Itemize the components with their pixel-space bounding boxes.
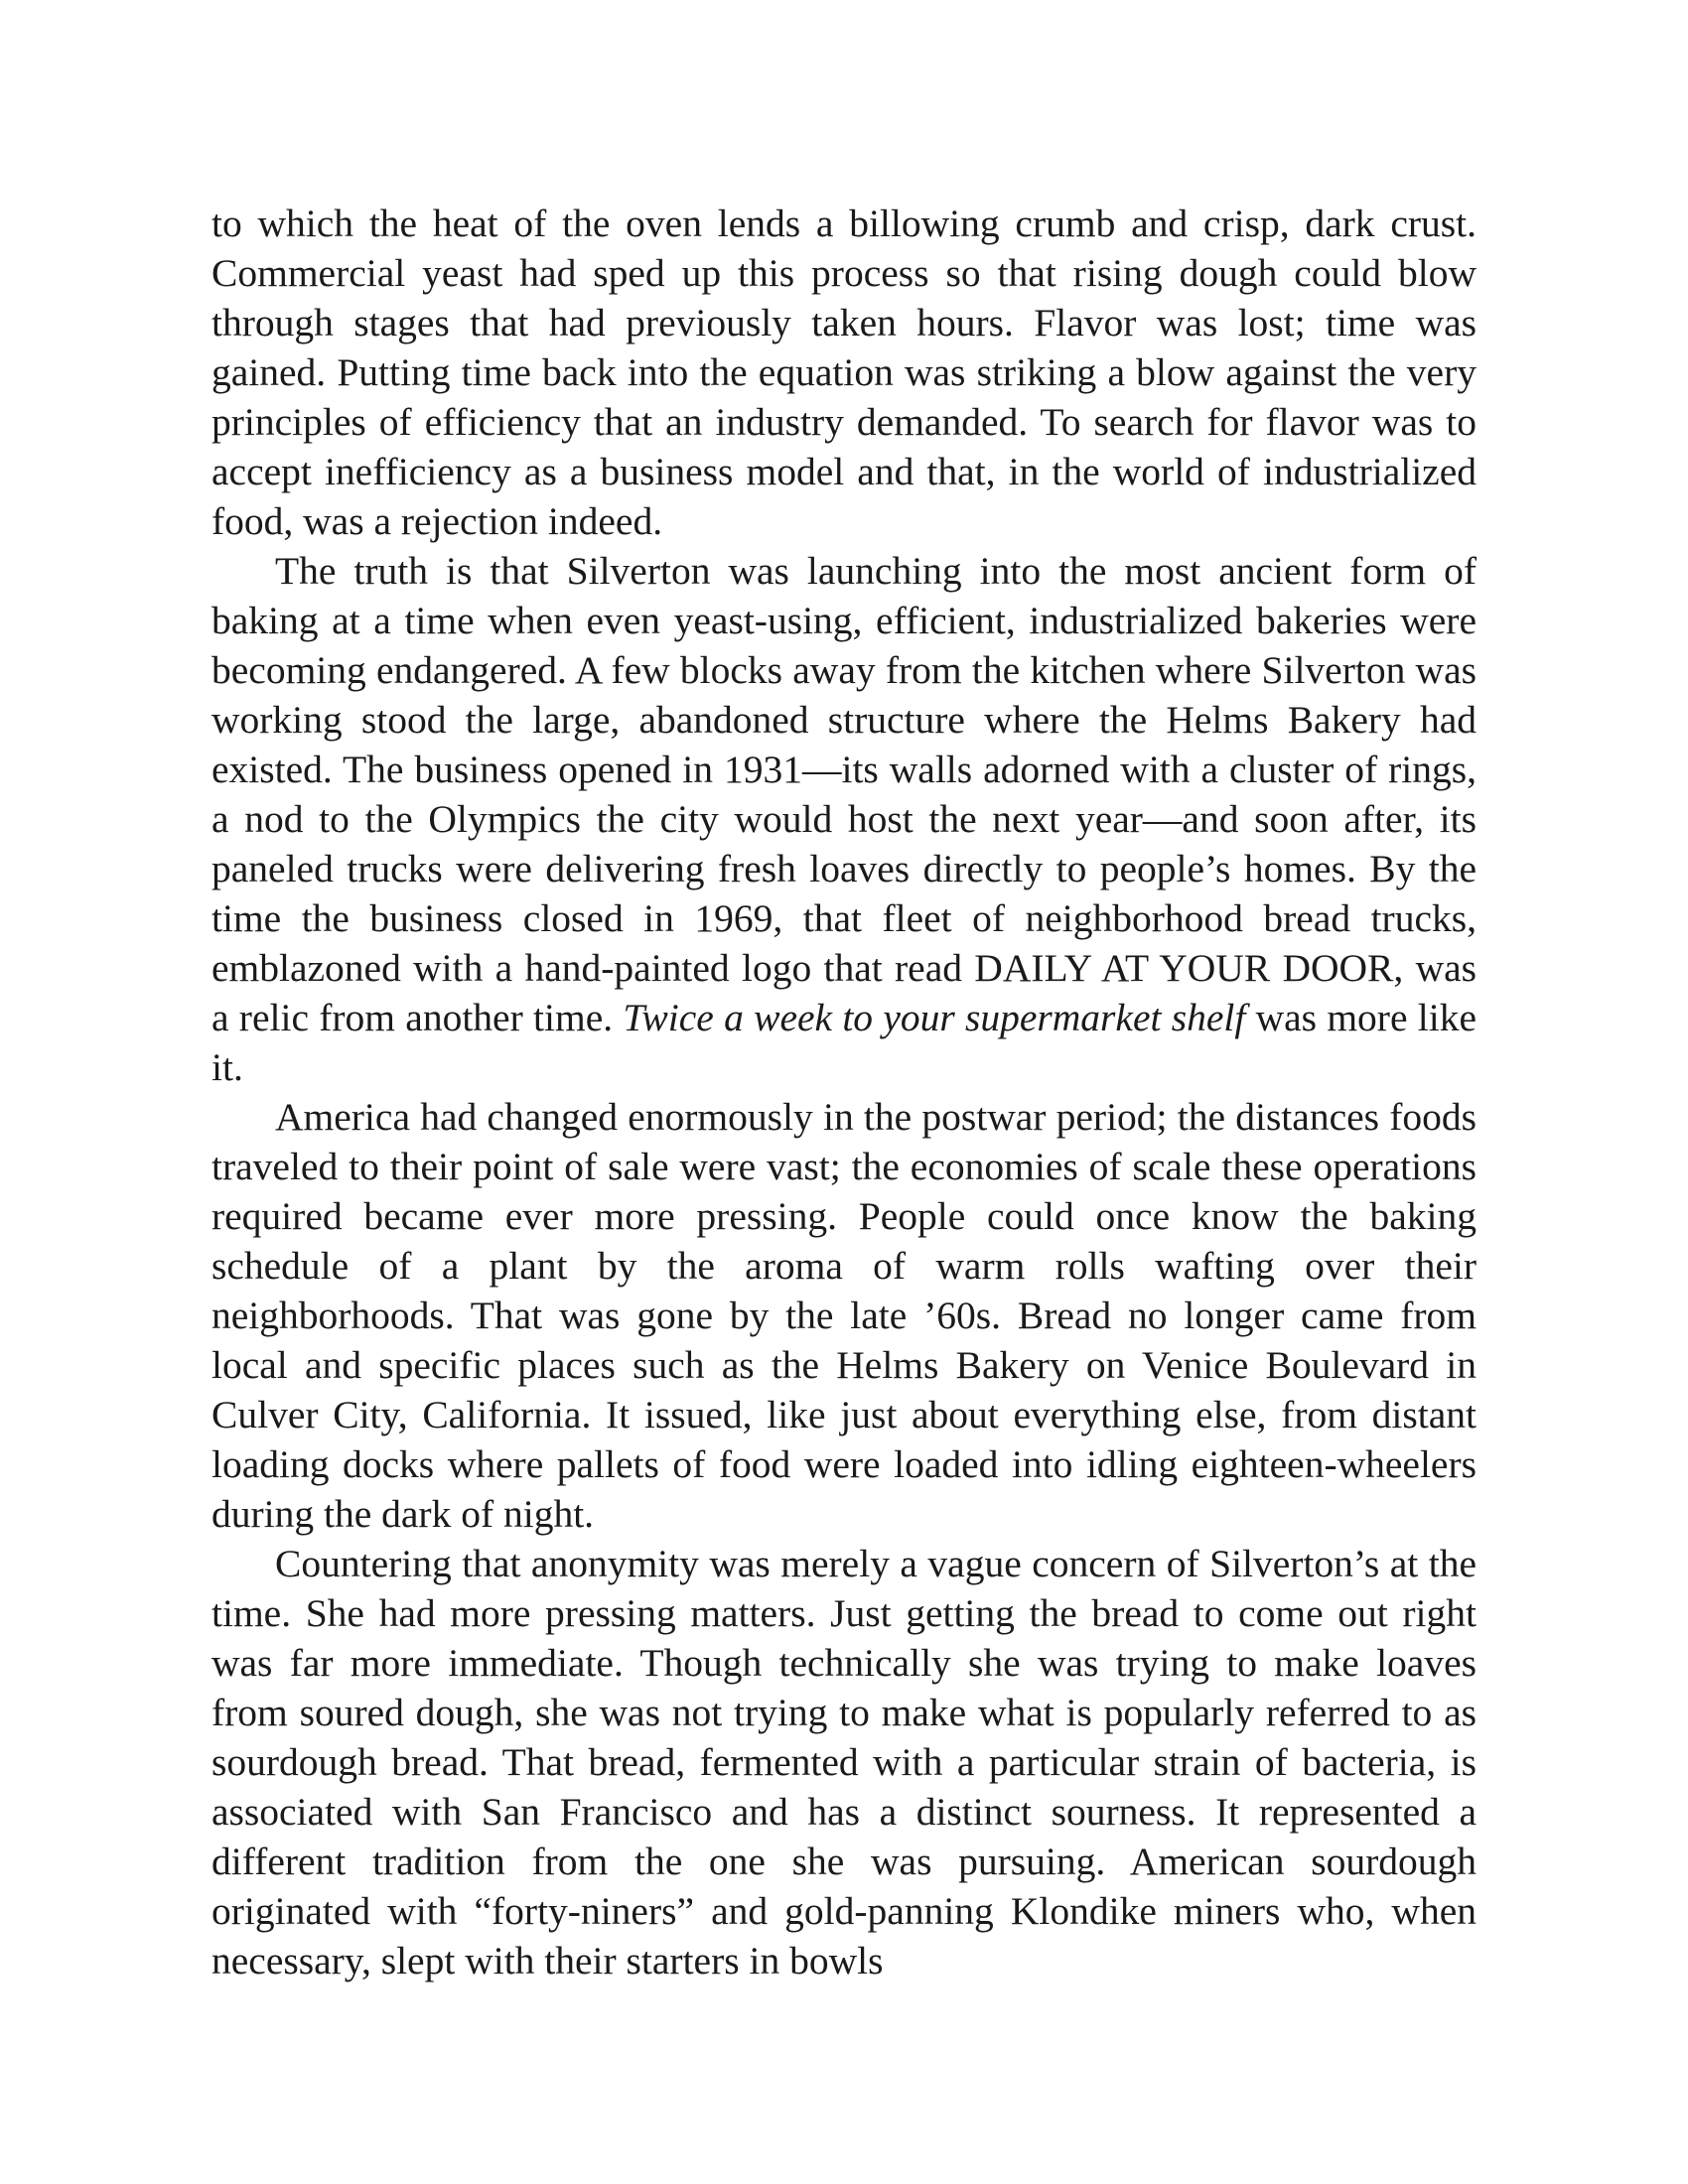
page-body <box>211 199 1477 1985</box>
paragraph-helms-bakery-tail: was more like it. <box>211 996 1477 1089</box>
paragraph-postwar-america: America had changed enormously in the postwar period; the distances foods traveled to their point of sale were vast; the economies of scale these operations required became ever more pressing. People could once know the baking schedule of a plant by the aroma of warm rolls wafting over their neighborhoods. That was gone by the late ’60s. Bread no longer came from local and specific places such as the Helms Bakery on Venice Boulevard in Culver City, California. It issued, like just about everything else, from distant loading docks where pallets of food were loaded into idling eighteen-wheelers during the dark of night. <box>211 1095 1477 1536</box>
paragraph-sourdough: Countering that anonymity was merely a vague concern of Silverton’s at the time. She had more pressing matters. Just getting the bread to come out right was far more immediate. Though technically she was trying to make loaves from soured dough, she was not trying to make what is popularly referred to as sourdough bread. That bread, fermented with a particular strain of bacteria, is associated with San Francisco and has a distinct sourness. It represented a different tradition from the one she was pursuing. American sourdough originated with “forty-niners” and gold-panning Klondike miners who, when necessary, slept with their starters in bowls <box>211 1542 1477 1982</box>
paragraph-helms-bakery-text: The truth is that Silverton was launching into the most ancient form of baking at a time when even yeast-using, efficient, industrialized bakeries were becoming endangered. A few blocks away from the kitchen where Silverton was working stood the large, abandoned structure where the Helms Bakery had existed. The business opened in 1931—its walls adorned with a cluster of rings, a nod to the Olympics the city would host the next year—and soon after, its paneled trucks were delivering fresh loaves directly to people’s homes. By the time the business closed in 1969, that fleet of neighborhood bread trucks, emblazoned with a hand-painted logo that read DAILY AT YOUR DOOR, was a relic from another time. <box>211 549 1477 1039</box>
paragraph-helms-bakery-italic: Twice a week to your supermarket shelf <box>623 996 1246 1039</box>
paragraph-helms-bakery <box>211 546 1477 1092</box>
paragraph-oven-crust: to which the heat of the oven lends a billowing crumb and crisp, dark crust. Commercial yeast had sped up this process so that rising dough could blow through stages that had previously taken hours. Flavor was lost; time was gained. Putting time back into the equation was striking a blow against the very principles of efficiency that an industry demanded. To search for flavor was to accept inefficiency as a business model and that, in the world of industrialized food, was a rejection indeed. <box>211 202 1477 543</box>
